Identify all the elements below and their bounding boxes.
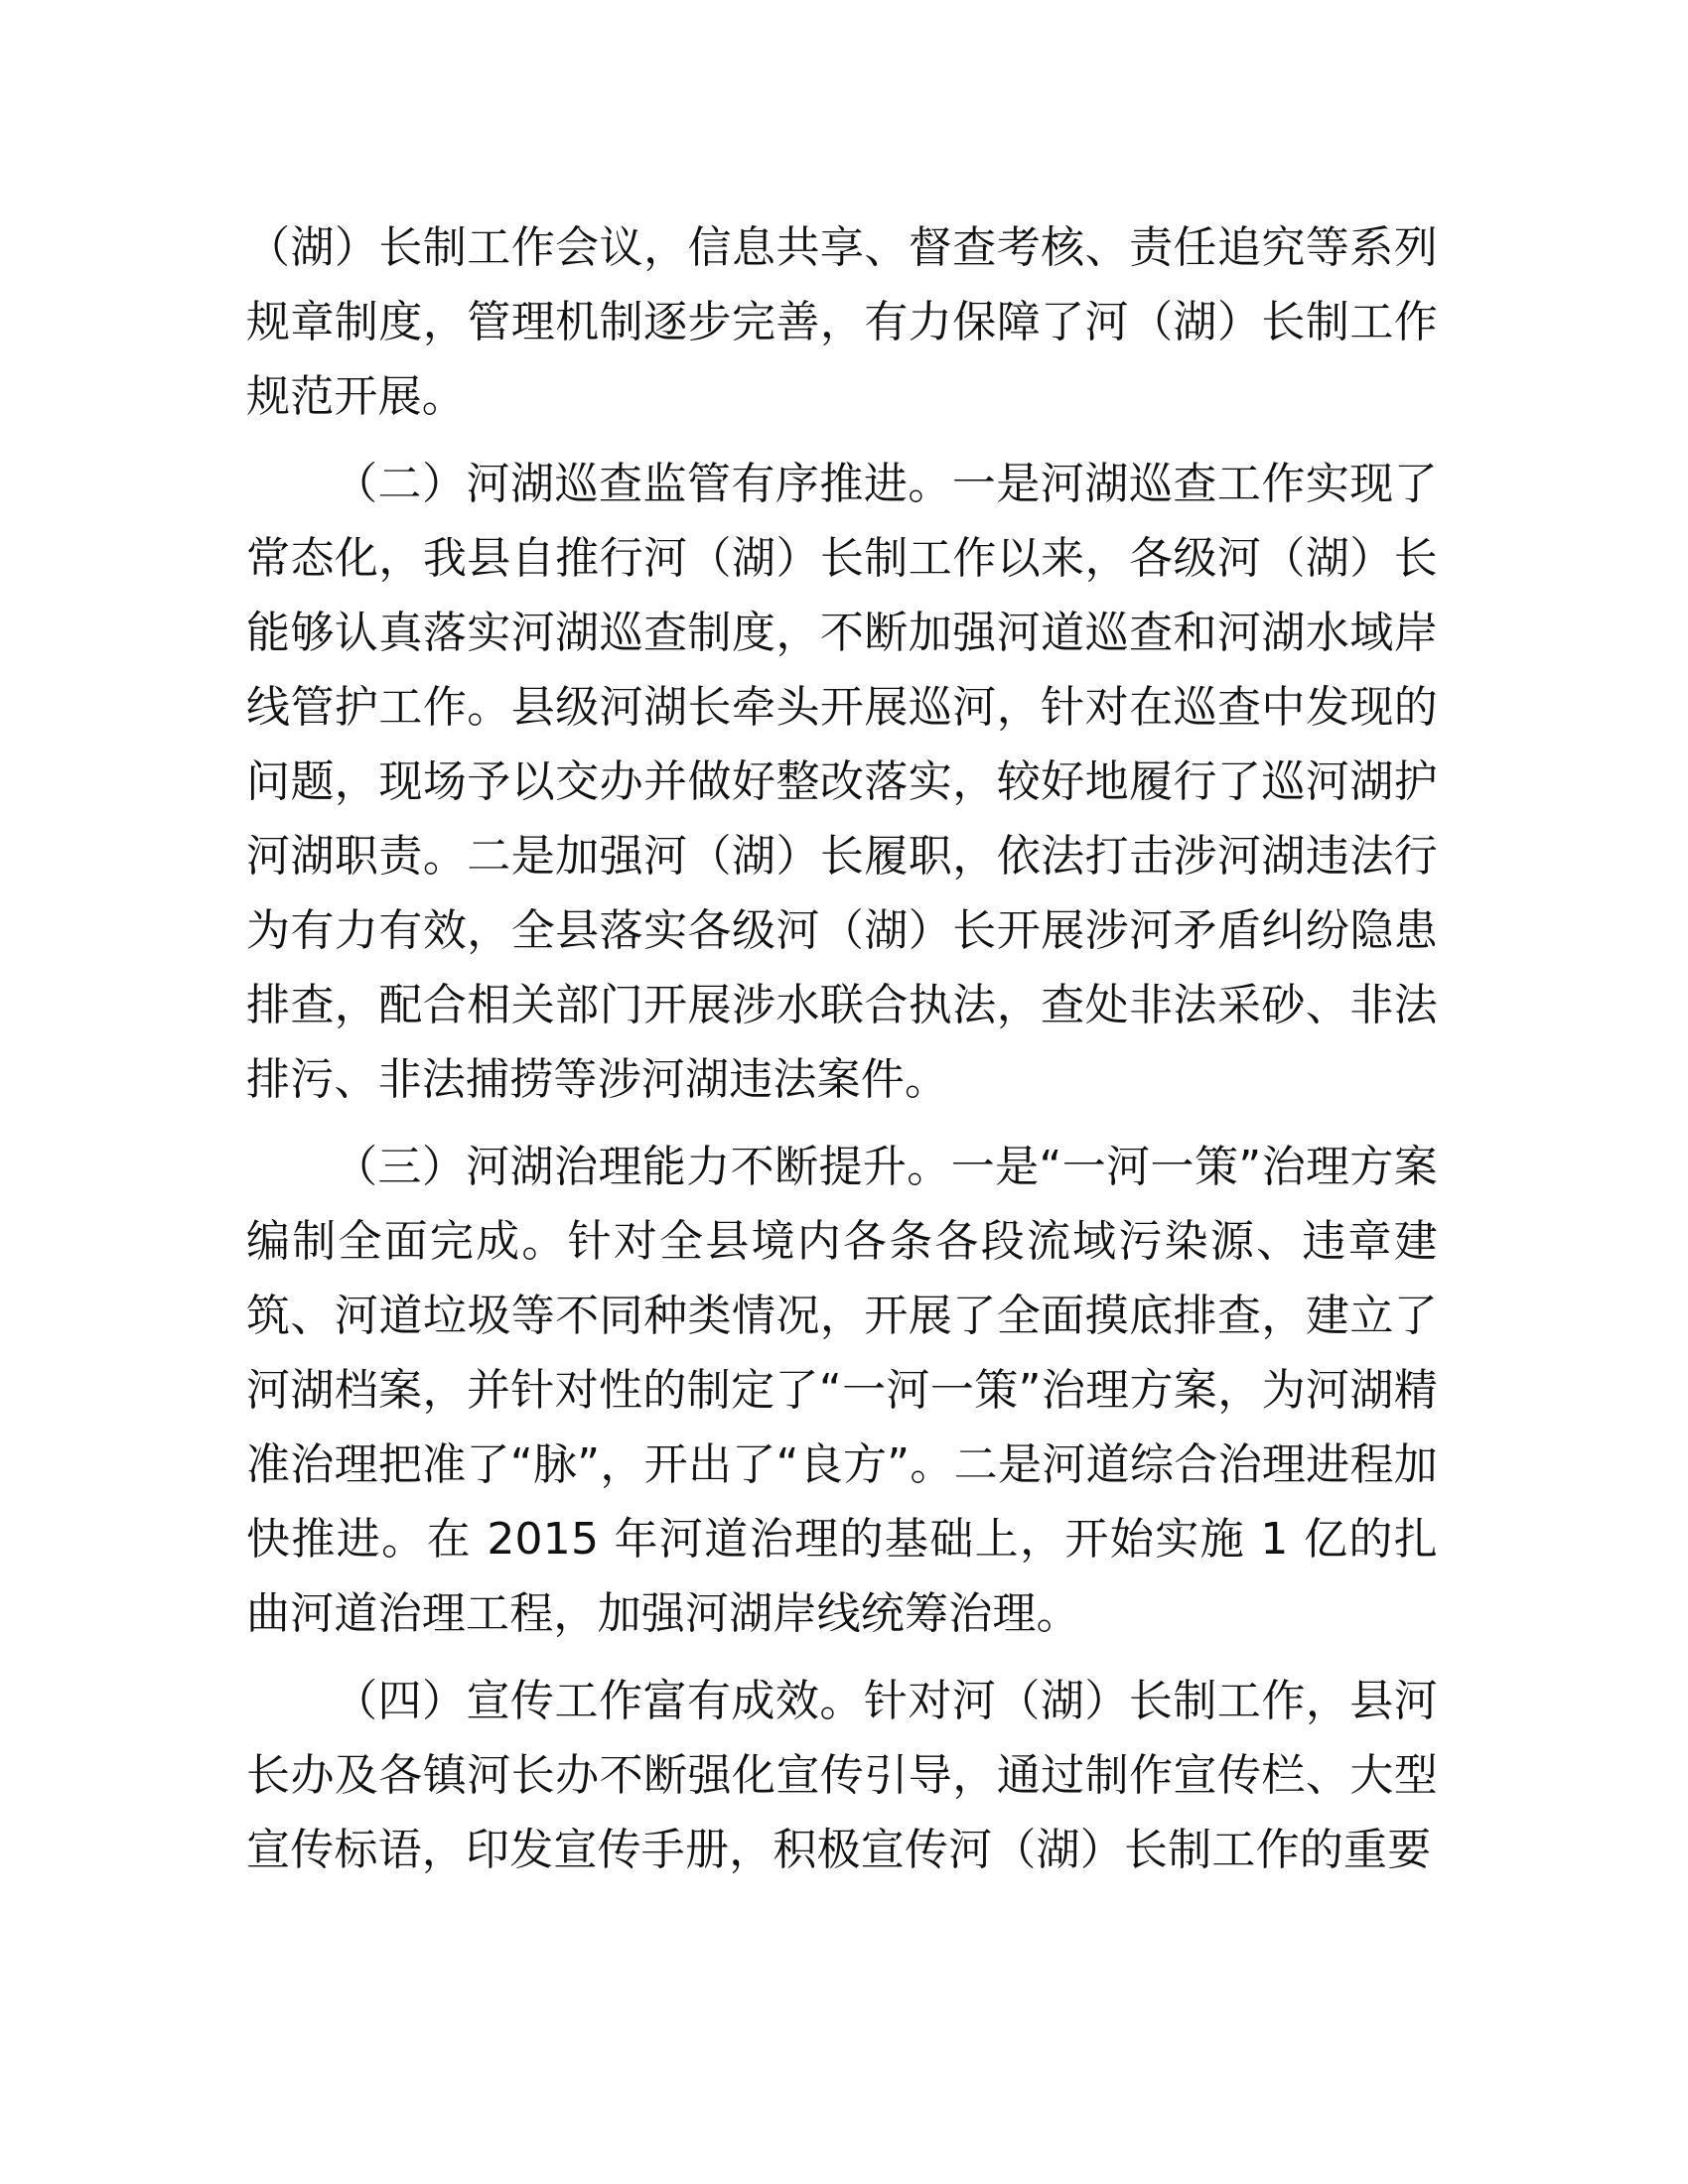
paragraph-section-3: （三）河湖治理能力不断提升。一是“一河一策”治理方案编制全面完成。针对全县境内各条各段流域污染源、违章建筑、河道垃圾等不同种类情况，开展了全面摸底排查，建立了河湖档案，并针对性的制定了“一河一策”治理方案，为河湖精准治理把准了“脉”，开出了“良方”。二是河道综合治理进程加快推进。在 2015 年河道治理的基础上，开始实施 1 亿的扎曲河道治理工程，加强河湖岸线统筹治理。 [246,1142,1438,1639]
paragraph-section-4: （四）宣传工作富有成效。针对河（湖）长制工作，县河长办及各镇河长办不断强化宣传引导，通过制作宣传栏、大型宣传标语，印发宣传手册，积极宣传河（湖）长制工作的重要 [246,1676,1438,1875]
paragraph-continuation: （湖）长制工作会议，信息共享、督查考核、责任追究等系列规章制度，管理机制逐步完善，有力保障了河（湖）长制工作规范开展。 [246,222,1438,422]
document-page [246,210,1438,1887]
paragraph-section-2: （二）河湖巡查监管有序推进。一是河湖巡查工作实现了常态化，我县自推行河（湖）长制工作以来，各级河（湖）长能够认真落实河湖巡查制度，不断加强河道巡查和河湖水域岸线管护工作。县级河湖长牵头开展巡河，针对在巡查中发现的问题，现场予以交办并做好整改落实，较好地履行了巡河湖护河湖职责。二是加强河（湖）长履职，依法打击涉河湖违法行为有力有效，全县落实各级河（湖）长开展涉河矛盾纠纷隐患排查，配合相关部门开展涉水联合执法，查处非法采砂、非法排污、非法捕捞等涉河湖违法案件。 [246,459,1438,1105]
